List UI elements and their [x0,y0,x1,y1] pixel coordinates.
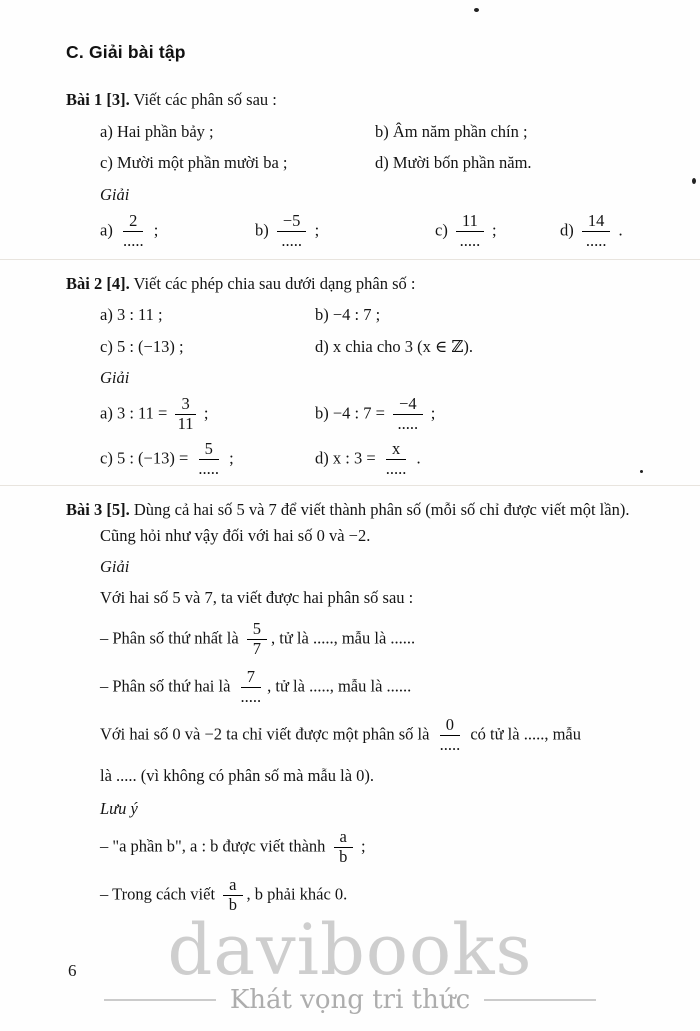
fraction-denominator: ..... [585,230,607,250]
fraction [277,212,307,251]
fraction-numerator: 5 [247,620,267,640]
answer-2d-pre: d) x : 3 = [315,448,376,468]
fraction-numerator: 14 [582,212,611,232]
frac1-post: , tử là ....., mẫu là ...... [271,628,416,648]
answer-1b-tail: ; [314,219,320,239]
fraction-numerator: a [334,828,353,848]
note1-pre: – "a phần b", a : b được viết thành [100,835,326,855]
separator-line [0,259,700,260]
page-number: 6 [68,961,77,980]
exercise-3-fraction-line-1 [66,620,660,659]
note2-pre: – Trong cách viết [100,883,216,903]
answer-2c-tail: ; [229,448,234,468]
slogan-line-right [484,999,596,1001]
fraction [334,828,353,867]
exercise-2-answers-row-2 [66,440,660,479]
fraction [438,716,463,755]
watermark [0,909,700,1015]
fraction-numerator: 0 [440,716,460,736]
fraction-denominator: ..... [122,230,144,250]
exercise-2-item-b: b) −4 : 7 ; [315,305,381,325]
frac3-post: có tử là ....., mẫu [470,724,581,744]
exercise-1-item-a: a) Hai phần bảy ; [100,121,214,141]
exercise-2-item-c: c) 5 : (−13) ; [100,336,184,356]
answer-2c [100,440,315,479]
fraction [393,395,423,434]
fraction-numerator: 3 [175,395,195,415]
fraction-numerator: x [386,440,406,460]
answer-1a-tail: ; [153,219,159,239]
fraction-denominator: b [339,846,348,866]
fraction-denominator: 11 [177,414,194,434]
answer-1c-label: c) [435,219,448,239]
separator-line [0,485,700,486]
exercise-1-intro: Viết các phân số sau : [133,90,277,109]
exercise-1 [66,87,660,251]
exercise-2-answers-row-1 [66,395,660,434]
exercise-2-items-row-1 [66,302,660,328]
giai-label-1: Giải [100,184,130,204]
answer-1d-label: d) [560,219,574,239]
answer-1d [560,212,660,251]
fraction [384,440,409,479]
exercise-3-line-1: Với hai số 5 và 7, ta viết được hai phân số sau : [100,588,414,608]
fraction [196,440,221,479]
answer-2a-pre: a) 3 : 11 = [100,403,168,423]
exercise-3-note-1 [66,828,660,867]
exercise-1-answers [66,212,660,251]
watermark-slogan-row [0,985,700,1015]
exercise-2 [66,271,660,480]
frac1-pre: – Phân số thứ nhất là [100,628,239,648]
answer-1b-label: b) [255,219,269,239]
fraction [175,395,195,434]
frac3-pre: Với hai số 0 và −2 ta chỉ viết được một phân số là [100,724,430,744]
exercise-1-item-d: d) Mười bốn phần năm. [375,153,532,173]
fraction [223,876,242,915]
exercise-2-item-d: d) x chia cho 3 (x ∈ ℤ). [315,336,474,356]
fraction-numerator: 7 [241,668,261,688]
fraction-denominator: ..... [281,230,302,250]
fraction-denominator: 7 [252,639,262,659]
exercise-3-line-2: là ..... (vì không có phân số mà mẫu là 0). [100,765,375,785]
fraction-numerator: a [223,876,242,896]
answer-2c-pre: c) 5 : (−13) = [100,448,189,468]
answer-1a [100,212,255,251]
answer-1b [255,212,435,251]
luuy-label: Lưu ý [100,798,138,818]
fraction-denominator: ..... [439,734,461,754]
fraction-denominator: ..... [240,686,262,706]
exercise-2-intro: Viết các phép chia sau dưới dạng phân số : [133,273,416,293]
frac2-pre: – Phân số thứ hai là [100,676,231,696]
answer-2b [315,395,660,434]
exercise-3-fraction-line-2 [66,668,660,707]
note2-post: , b phải khác 0. [246,883,348,903]
answer-2a-tail: ; [203,403,209,423]
watermark-slogan: Khát vọng tri thức [229,985,471,1015]
exercise-1-label: Bài 1 [3]. [66,90,130,109]
exercise-2-label: Bài 2 [4]. [66,273,130,293]
exercise-1-item-b: b) Âm năm phần chín ; [375,121,528,141]
note1-post: ; [361,835,366,855]
fraction-denominator: b [228,894,237,914]
fraction-denominator: ..... [385,459,407,479]
giai-label-3: Giải [100,557,130,577]
giai-label-2: Giải [100,368,130,388]
answer-2a [100,395,315,434]
answer-2b-pre: b) −4 : 7 = [315,403,385,423]
scan-noise [640,470,643,473]
fraction-numerator: 2 [123,212,143,232]
watermark-brand: davibooks [167,909,533,991]
exercise-1-items-row-1 [66,119,660,145]
fraction-denominator: ..... [397,414,419,434]
exercise-3-intro: Dùng cả hai số 5 và 7 để viết thành phân số (mỗi số chỉ được viết một lần). Cũng hỏi như vậy đối với hai số 0 và −2. [100,500,630,545]
exercise-2-item-a: a) 3 : 11 ; [100,305,163,325]
exercise-1-item-c: c) Mười một phần mười ba ; [100,153,288,173]
frac2-post: , tử là ....., mẫu là ...... [267,676,412,696]
scan-noise [474,8,479,12]
fraction-denominator: ..... [459,230,481,250]
fraction-denominator: ..... [198,459,220,479]
fraction [582,212,611,251]
fraction-numerator: −5 [277,212,307,232]
answer-2d [315,440,660,479]
scan-noise [692,178,696,184]
fraction-numerator: 5 [199,440,219,460]
exercise-2-title [66,271,660,297]
section-heading: C. Giải bài tập [66,42,186,62]
exercise-3-label: Bài 3 [5]. [66,500,130,520]
fraction-numerator: −4 [393,395,423,415]
exercise-3-title [66,497,660,548]
answer-2b-tail: ; [430,403,436,423]
exercise-2-items-row-2 [66,334,660,360]
fraction [456,212,484,251]
exercise-3 [66,497,660,914]
answer-2d-tail: . [416,448,421,468]
fraction [239,668,264,707]
fraction [121,212,146,251]
exercise-3-note-2 [66,876,660,915]
answer-1a-label: a) [100,219,113,239]
answer-1c [435,212,560,251]
answer-1d-tail: . [618,219,623,239]
fraction [247,620,267,659]
exercise-1-items-row-2 [66,150,660,176]
answer-1c-tail: ; [491,219,497,239]
slogan-line-left [104,999,216,1001]
exercise-3-fraction-line-3 [66,716,660,755]
exercise-1-title [66,87,660,113]
fraction-numerator: 11 [456,212,484,232]
